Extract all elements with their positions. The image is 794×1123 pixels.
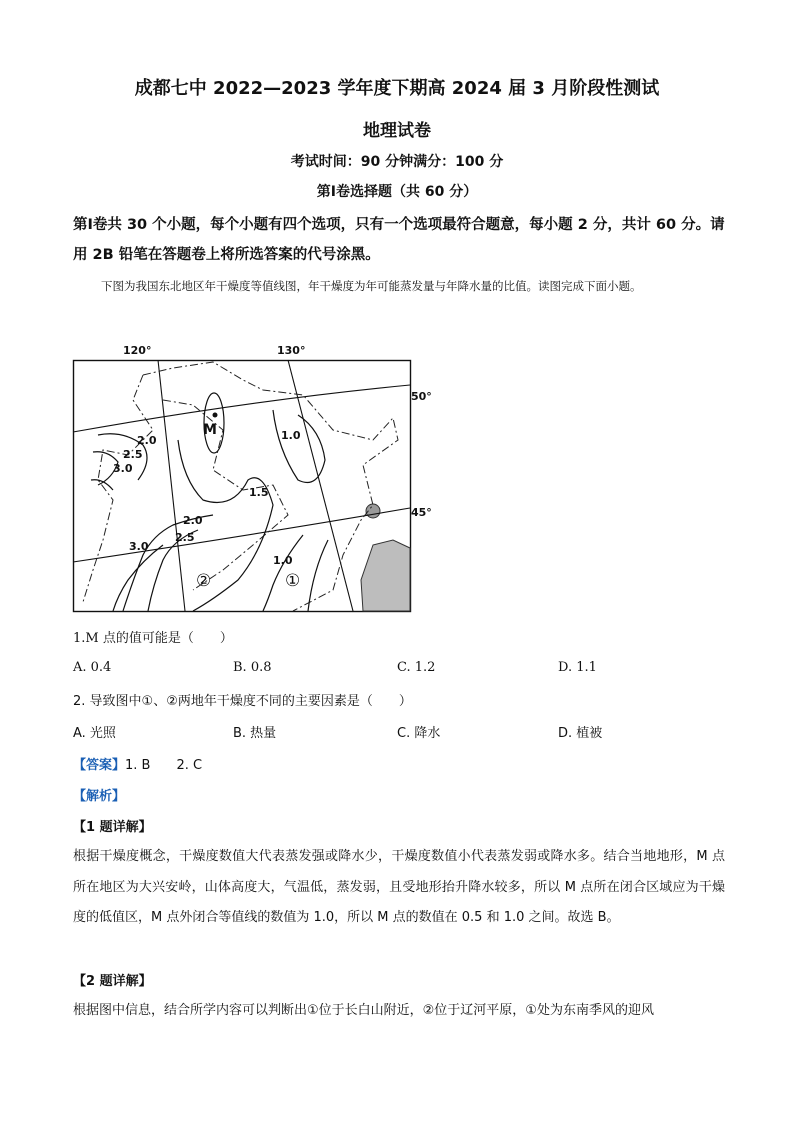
detail-2-tag: 【2 题详解】 — [73, 974, 152, 989]
instructions: 第Ⅰ卷共 30 个小题，每个小题有四个选项，只有一个选项最符合题意，每小题 2 分，共计 60 分。请用 2B 铅笔在答题卷上将所选答案的代号涂黑。 — [73, 217, 725, 263]
question-intro: 下图为我国东北地区年干燥度等值线图，年干燥度为年可能蒸发量与年降水量的比值。读图完成下面小题。 — [101, 279, 642, 293]
question-2-stem: 2. 导致图中①、②两地年干燥度不同的主要因素是（ ） — [73, 694, 412, 709]
q2-option-a[interactable]: A. 光照 — [73, 726, 116, 741]
contour-label-3-0-north: 3.0 — [113, 462, 133, 475]
exam-title: 成都七中 2022—2023 学年度下期高 2024 届 3 月阶段性测试 — [134, 78, 660, 99]
m-label: M — [203, 422, 217, 438]
analysis-tag: 【解析】 — [73, 789, 126, 804]
m-point — [213, 413, 218, 418]
question-1-stem: 1.M 点的值可能是（ ） — [73, 631, 233, 646]
q2-option-b[interactable]: B. 热量 — [233, 726, 277, 741]
lon-label-120: 120° — [123, 344, 152, 357]
parallel-50 — [73, 385, 410, 432]
contour-label-2-5-north: 2.5 — [123, 448, 143, 461]
contour-label-1-0-south: 1.0 — [273, 554, 293, 567]
meridian-120 — [158, 360, 185, 611]
contour-label-2-0-north: 2.0 — [137, 434, 157, 447]
answer-text: 1. B 2. C — [125, 758, 203, 773]
contour-label-2-5-south: 2.5 — [175, 531, 195, 544]
contour-label-1-5: 1.5 — [249, 486, 269, 499]
contour-2-0-south — [123, 515, 213, 611]
exam-subtitle: 地理试卷 — [363, 121, 431, 141]
section-title: 第Ⅰ卷选择题（共 60 分） — [316, 184, 478, 200]
contour-label-3-0-south: 3.0 — [129, 540, 149, 553]
exam-info: 考试时间：90 分钟满分：100 分 — [290, 154, 504, 170]
lat-label-45: 45° — [411, 506, 432, 519]
contour-label-2-0-south: 2.0 — [183, 514, 203, 527]
detail-2-text: 根据图中信息，结合所学内容可以判断出①位于长白山附近，②位于辽河平原，①处为东南季风的迎风 — [73, 1003, 654, 1018]
q2-option-d[interactable]: D. 植被 — [558, 726, 603, 741]
q1-option-a[interactable]: A. 0.4 — [73, 660, 112, 675]
answer-tag: 【答案】 — [73, 758, 126, 773]
dryness-contour-map — [73, 340, 432, 615]
sea-area — [361, 540, 410, 611]
q1-option-d[interactable]: D. 1.1 — [558, 660, 597, 675]
province-boundary — [83, 362, 398, 611]
parallel-45 — [73, 508, 410, 562]
detail-1-text: 根据干燥度概念，干燥度数值大代表蒸发强或降水少，干燥度数值小代表蒸发弱或降水多。结合当地地形，M 点所在地区为大兴安岭，山体高度大，气温低，蒸发弱，且受地形抬升降水较多，所以 M 点所在闭合区域应为干燥度的低值区，M 点外闭合等值线的数值为 1.0，所以 M 点的数值在 0.5 和 1.0 之间。故选 B。 — [73, 849, 725, 925]
lat-label-50: 50° — [411, 390, 432, 403]
contour-label-1-0-north: 1.0 — [281, 429, 301, 442]
region-label-2: ② — [196, 571, 212, 591]
detail-1-tag: 【1 题详解】 — [73, 820, 152, 835]
lon-label-130: 130° — [277, 344, 306, 357]
region-label-1: ① — [285, 571, 301, 591]
contour-extra — [308, 540, 328, 611]
answer-line — [73, 754, 202, 773]
q1-option-c[interactable]: C. 1.2 — [397, 660, 436, 675]
q1-option-b[interactable]: B. 0.8 — [233, 660, 272, 675]
q2-option-c[interactable]: C. 降水 — [397, 726, 441, 741]
